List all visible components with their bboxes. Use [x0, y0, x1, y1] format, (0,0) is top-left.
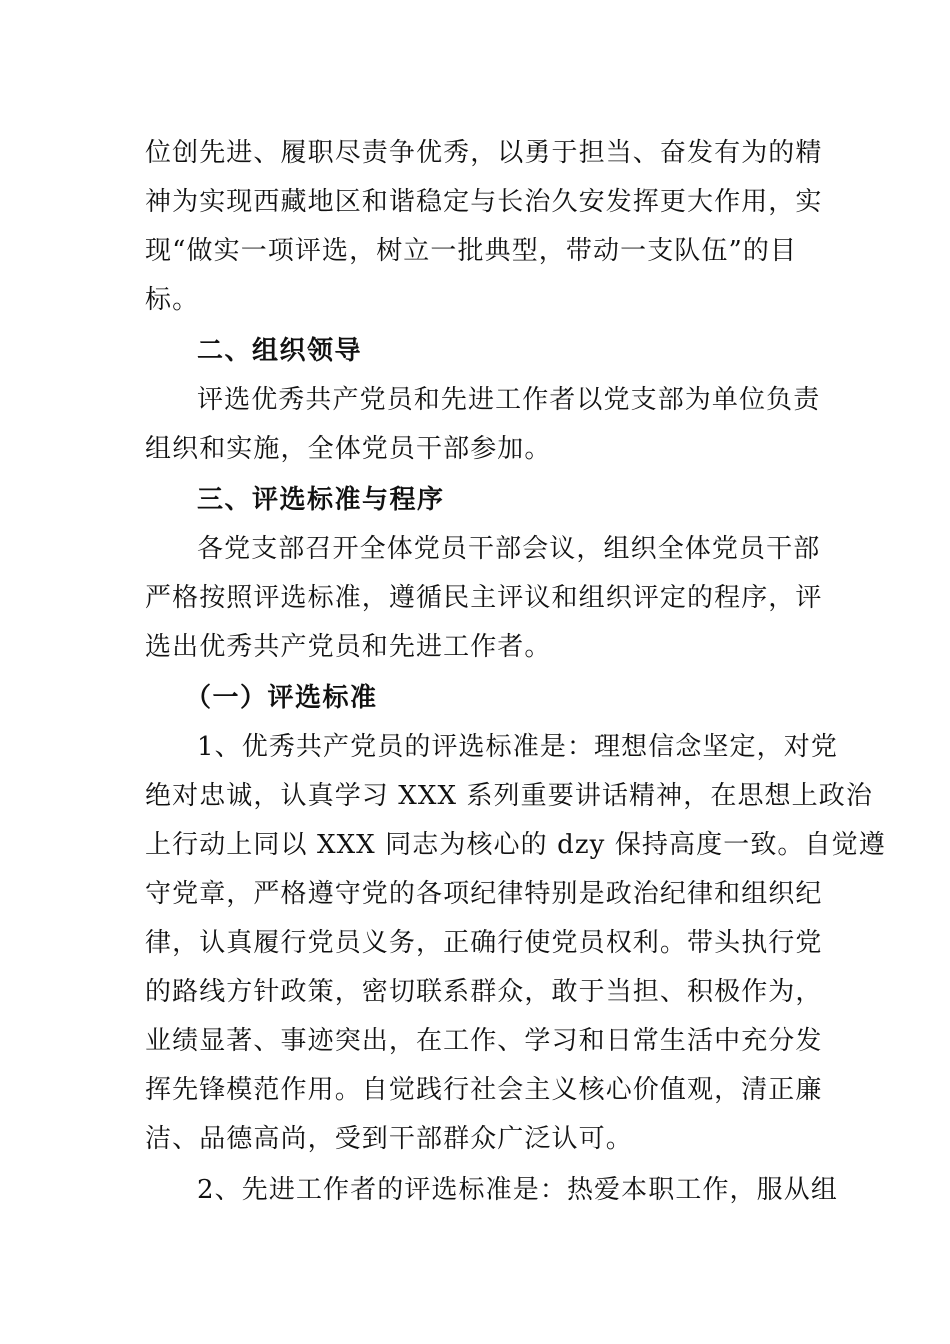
- section-heading: 三、评选标准与程序: [197, 485, 445, 515]
- paragraph-line: 上行动上同以 XXX 同志为核心的 dzy 保持高度一致。自觉遵: [145, 830, 886, 860]
- paragraph-line: 业绩显著、事迹突出，在工作、学习和日常生活中充分发: [145, 1026, 823, 1056]
- paragraph-line: 律，认真履行党员义务，正确行使党员权利。带头执行党: [145, 928, 823, 958]
- paragraph-line: 2、先进工作者的评选标准是：热爱本职工作，服从组: [197, 1175, 838, 1205]
- paragraph-line: 守党章，严格遵守党的各项纪律特别是政治纪律和组织纪: [145, 879, 823, 909]
- paragraph-line: 选出优秀共产党员和先进工作者。: [145, 632, 552, 662]
- paragraph-line: 现“做实一项评选，树立一批典型，带动一支队伍”的目: [145, 236, 798, 266]
- paragraph-line: 各党支部召开全体党员干部会议，组织全体党员干部: [197, 534, 821, 564]
- paragraph-line: 的路线方针政策，密切联系群众，敢于当担、积极作为，: [145, 977, 823, 1007]
- paragraph-line: 位创先进、履职尽责争优秀，以勇于担当、奋发有为的精: [145, 138, 823, 168]
- paragraph-line: 组织和实施，全体党员干部参加。: [145, 434, 552, 464]
- paragraph-line: 评选优秀共产党员和先进工作者以党支部为单位负责: [197, 385, 821, 415]
- paragraph-line: 严格按照评选标准，遵循民主评议和组织评定的程序，评: [145, 583, 823, 613]
- paragraph-line: 挥先锋模范作用。自觉践行社会主义核心价值观，清正廉: [145, 1075, 823, 1105]
- section-heading: 二、组织领导: [197, 336, 363, 366]
- paragraph-line: 洁、品德高尚，受到干部群众广泛认可。: [145, 1124, 633, 1154]
- paragraph-line: 绝对忠诚，认真学习 XXX 系列重要讲话精神，在思想上政治: [145, 781, 873, 811]
- subsection-heading: （一）评选标准: [185, 683, 378, 713]
- paragraph-line: 神为实现西藏地区和谐稳定与长治久安发挥更大作用，实: [145, 187, 823, 217]
- paragraph-line: 1、优秀共产党员的评选标准是：理想信念坚定，对党: [197, 732, 838, 762]
- paragraph-line: 标。: [145, 285, 200, 315]
